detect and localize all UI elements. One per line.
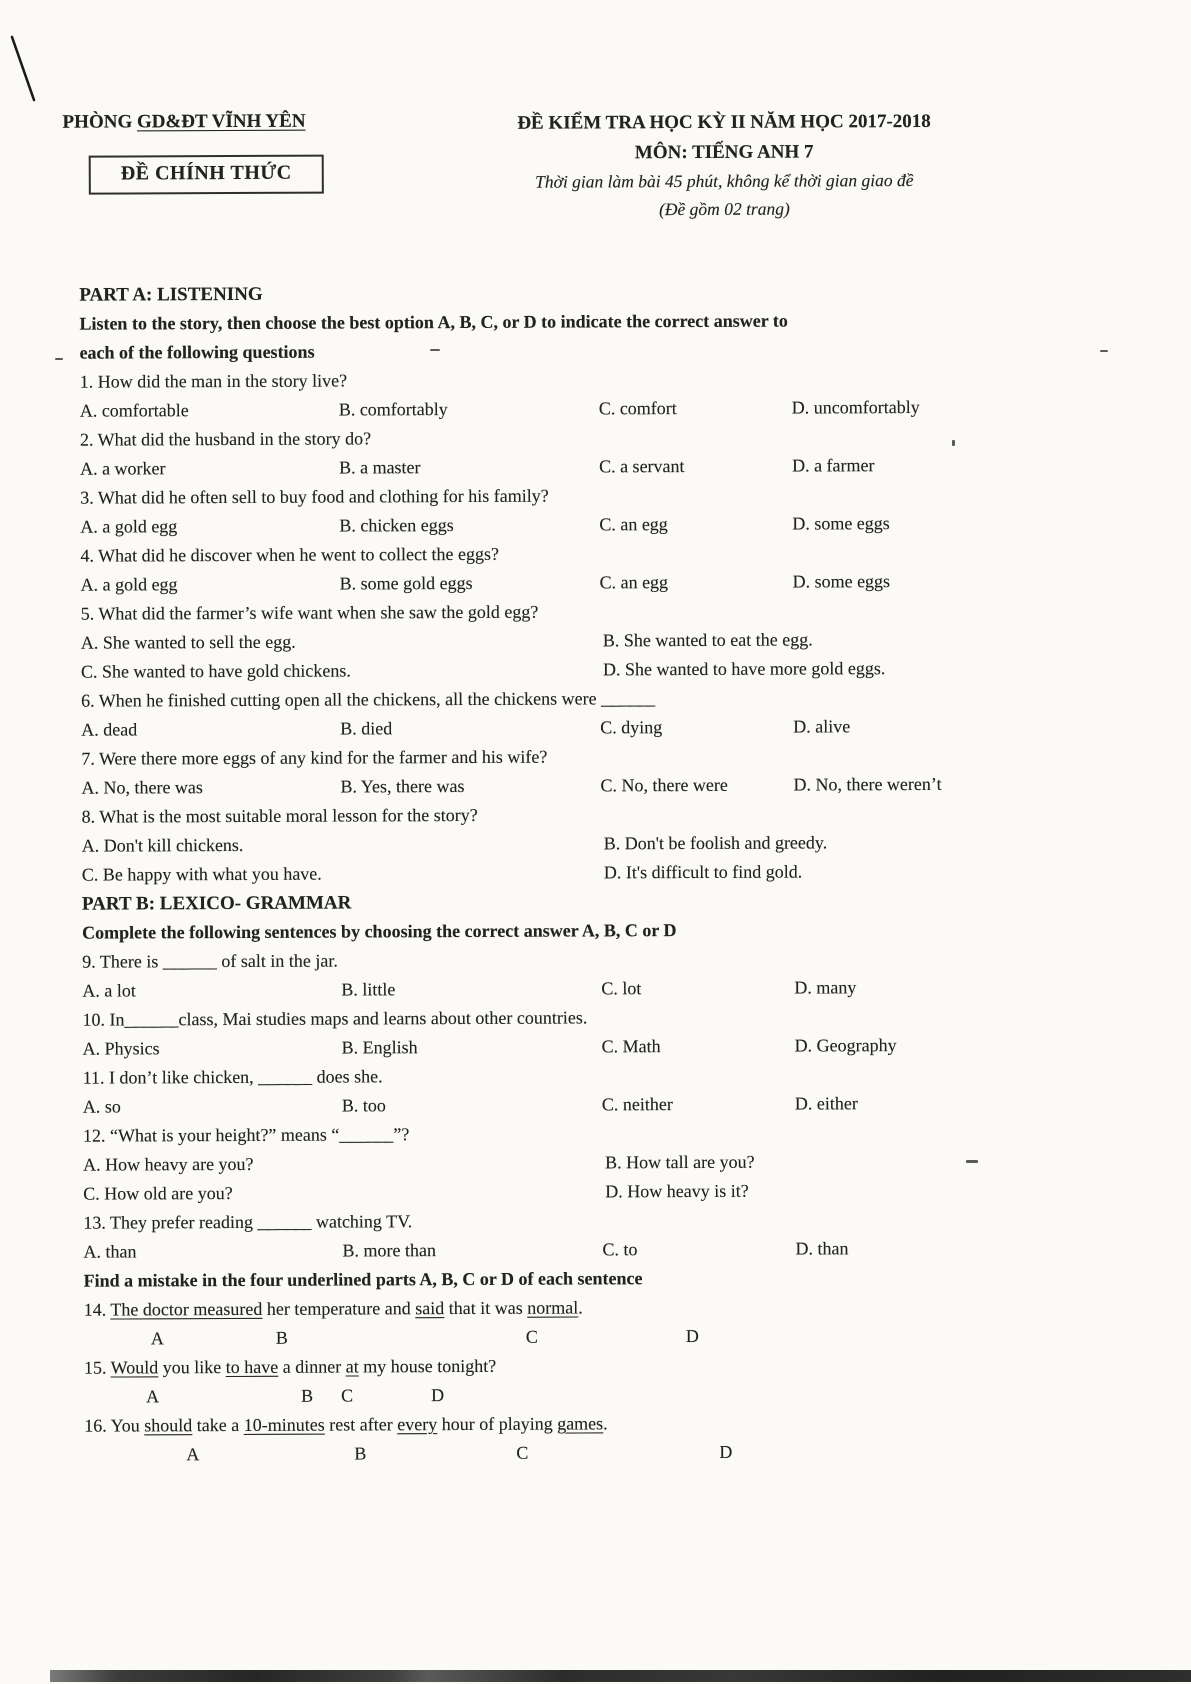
question-text: 8. What is the most suitable moral lesson for the story? [81,804,478,827]
option-b: B. some gold eggs [339,572,473,594]
question-text: 12. “What is your height?” means “______”? [82,1124,410,1146]
option-d: D. alive [793,716,851,737]
question-9 [82,943,1107,1005]
question-text: 2. What did the husband in the story do? [79,428,372,450]
question-text: 1. How did the man in the story live? [79,370,348,392]
part-b-instructions: Complete the following sentences by choosing the correct answer A, B, C or D [82,920,677,943]
sentence-segment: Would [110,1357,159,1378]
option-a: A. How heavy are you? [83,1153,254,1175]
sentence-segment: said [415,1298,445,1319]
options-row [80,392,1105,425]
options-row [80,508,1105,541]
option-a: A. No, there was [81,777,203,798]
option-b: B. Yes, there was [340,775,465,797]
question-10 [82,1001,1107,1063]
option-b: B. English [341,1037,418,1058]
question-text [84,1349,1109,1382]
answer-letters-row [84,1320,1109,1353]
sentence-segment: to have [225,1356,279,1378]
sentence-segment: normal [527,1297,579,1318]
question-6 [81,682,1106,744]
options-row [83,1146,1108,1208]
sentence-segment: take a [192,1414,244,1436]
question-text: 6. When he finished cutting open all the chickens, all the chickens were ______ [81,688,656,711]
question-text: 11. I don’t like chicken, ______ does she. [82,1066,383,1088]
options-row [83,1233,1108,1266]
mistake-item [84,1349,1109,1411]
department-name [62,110,372,133]
part-letter: B [354,1443,367,1464]
sentence-segment: The doctor measured [110,1298,263,1320]
question-text: 13. They prefer reading ______ watching TV. [83,1211,413,1233]
part-a-instructions-line2: each of the following questions [79,341,315,363]
option-a: A. a lot [82,980,136,1001]
sentence-segment: you like [158,1357,226,1378]
option-c: C. an egg [599,572,669,593]
part-b-questions [82,943,1108,1266]
question-text: 5. What did the farmer’s wife want when she saw the gold egg? [80,601,539,624]
option-d: D. No, there weren’t [793,773,942,795]
mistake-section-instructions: Find a mistake in the four underlined parts A, B, C or D of each sentence [83,1268,643,1291]
options-row [82,827,1107,889]
option-b: B. too [341,1095,386,1116]
part-letter: A [146,1386,160,1407]
option-d: D. some eggs [792,571,891,592]
option-c: C. No, there were [600,774,728,796]
scan-edge-artifact [50,1670,1191,1682]
question-5 [81,595,1106,686]
sentence-segment: my house tonight? [358,1355,497,1377]
option-b: B. comfortably [338,399,448,420]
option-a: A. so [82,1096,121,1117]
options-row [81,711,1106,744]
options-row [82,972,1107,1005]
options-row [81,769,1106,802]
options-row [81,624,1106,686]
option-d: D. either [794,1093,858,1114]
scan-speck [430,349,440,351]
option-b: B. little [341,979,396,1000]
option-d: D. She wanted to have more gold eggs. [602,658,886,680]
question-text: 4. What did he discover when he went to collect the eggs? [80,543,500,566]
sentence-segment: . [578,1297,583,1318]
scan-speck [952,440,955,446]
part-letter: D [685,1325,699,1347]
question-text: 9. There is ______ of salt in the jar. [82,950,338,972]
part-letter: C [525,1326,538,1347]
option-b: B. died [340,718,393,739]
part-letter: A [186,1444,200,1465]
option-c: C. an egg [599,514,668,535]
option-c: C. Be happy with what you have. [81,863,322,885]
options-row [83,1088,1108,1121]
question-4 [80,537,1105,599]
sentence-segment: her temperature and [262,1298,416,1319]
option-b: B. chicken eggs [339,515,454,536]
part-letter: A [150,1328,164,1349]
header-left-block [62,110,372,224]
mistake-item [84,1407,1109,1469]
sentence-segment: rest after [324,1414,398,1435]
option-c: C. lot [601,978,642,999]
option-d: D. uncomfortably [791,396,920,418]
option-d: D. a farmer [791,455,875,476]
question-text: 10. In______class, Mai studies maps and learns about other countries. [82,1007,588,1030]
part-letter: C [516,1442,529,1463]
option-a: A. comfortable [79,400,189,421]
sentence-segment: a dinner [278,1356,346,1377]
option-d: D. some eggs [792,513,890,534]
exam-pages-note: (Đề gồm 02 trang) [659,198,790,220]
sentence-segment: 14. [83,1299,111,1320]
option-b: B. How tall are you? [605,1151,755,1173]
scan-speck [966,1160,978,1163]
options-row [80,450,1105,483]
option-c: C. a servant [598,456,685,477]
scan-speck [55,358,63,360]
option-c: C. to [602,1239,638,1260]
part-letter: D [719,1441,733,1462]
question-2 [80,421,1105,483]
option-a: A. dead [81,719,138,740]
sentence-segment: should [144,1415,193,1436]
part-letter: B [301,1385,314,1406]
sentence-segment: . [603,1413,608,1434]
option-b: B. a master [338,457,421,478]
sentence-segment: 10-minutes [243,1414,325,1435]
option-d: D. It's difficult to find gold. [603,861,803,883]
part-letter: C [341,1385,354,1406]
option-c: C. She wanted to have gold chickens. [80,660,351,682]
sentence-segment: 15. [83,1357,111,1378]
exam-title: ĐỀ KIỂM TRA HỌC KỲ II NĂM HỌC 2017-2018 [517,110,931,134]
option-d: D. Geography [794,1035,897,1056]
question-13 [83,1204,1108,1266]
exam-subject: MÔN: TIẾNG ANH 7 [634,141,814,164]
question-text [84,1291,1109,1324]
question-11 [83,1059,1108,1121]
option-b: B. more than [342,1240,436,1261]
question-7 [81,740,1106,802]
sentence-segment: that it was [444,1297,528,1319]
option-a: A. She wanted to sell the egg. [80,631,296,653]
option-d: D. How heavy is it? [605,1180,749,1202]
header-right-block [372,107,1075,223]
option-c: C. comfort [598,398,677,419]
sentence-segment: games [557,1413,604,1434]
question-text: 3. What did he often sell to buy food and clothing for his family? [80,485,549,508]
option-b: B. She wanted to eat the egg. [602,629,813,651]
option-a: A. a gold egg [80,516,178,537]
sentence-segment: at [345,1356,359,1377]
options-row [83,1030,1108,1063]
option-c: C. How old are you? [83,1182,233,1204]
official-exam-box: ĐỀ CHÍNH THỨC [89,155,324,195]
scan-speck [1100,350,1108,352]
part-b-title: PART B: LEXICO- GRAMMAR [81,892,352,915]
option-c: C. dying [600,717,663,738]
answer-letters-row [84,1378,1109,1411]
option-a: A. than [83,1241,137,1262]
question-3 [80,479,1105,541]
part-letter: B [275,1327,288,1348]
exam-duration-note: Thời gian làm bài 45 phút, không kể thời gian giao đề [535,170,914,192]
option-b: B. Don't be foolish and greedy. [603,832,828,854]
option-d: D. many [794,977,857,998]
option-a: A. a gold egg [80,574,178,595]
part-letter: D [431,1385,445,1406]
exam-header [62,107,1103,225]
question-12 [83,1117,1108,1208]
option-a: A. a worker [80,458,166,479]
option-a: A. Physics [82,1038,160,1059]
mistake-item [84,1291,1109,1353]
option-d: D. than [795,1238,849,1259]
question-text: 7. Were there more eggs of any kind for the farmer and his wife? [81,746,548,769]
part-a-instructions-line1: Listen to the story, then choose the best option A, B, C, or D to indicate the correct answer to [79,310,788,334]
mistake-items [84,1291,1110,1469]
answer-letters-row [84,1436,1109,1469]
option-a: A. Don't kill chickens. [81,834,244,856]
question-text [84,1407,1109,1440]
options-row [80,566,1105,599]
department-prefix: PHÒNG [62,111,138,133]
department-underlined-name: GD&ĐT VĨNH YÊN [136,110,306,133]
part-a-title: PART A: LISTENING [79,283,263,306]
question-1 [80,363,1105,425]
sentence-segment: every [397,1414,438,1435]
exam-body [79,276,1109,1469]
option-c: C. neither [601,1094,673,1115]
option-c: C. Math [601,1036,661,1057]
question-8 [82,798,1107,889]
sentence-segment: 16. You [84,1415,145,1436]
sentence-segment: hour of playing [437,1413,558,1435]
